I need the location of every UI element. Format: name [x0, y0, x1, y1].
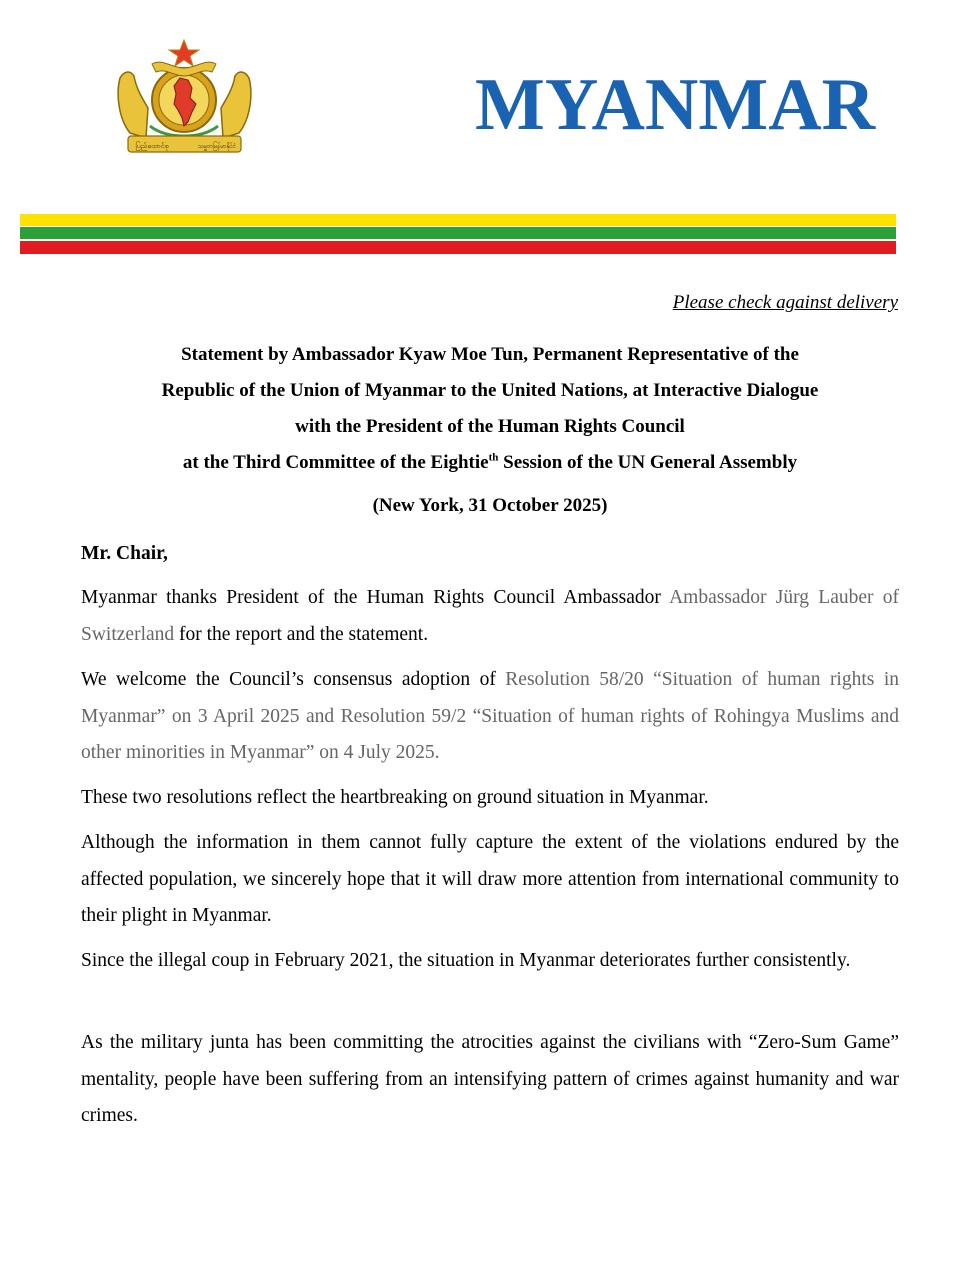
- flag-stripe-green: [20, 227, 896, 239]
- paragraph-3: These two resolutions reflect the heartbreaking on ground situation in Myanmar.: [81, 787, 709, 808]
- paragraph-1: Myanmar thanks President of the Human Rights Council Ambassador Ambassador Jürg Lauber of Switzerland for the report and the statement.: [81, 587, 899, 645]
- paragraph-5: Since the illegal coup in February 2021, the situation in Myanmar deteriorates further consistently.: [81, 950, 851, 971]
- emblem-banner-text-left: ပြည်ထောင်စု: [135, 142, 169, 150]
- emblem-lion-right: [221, 72, 251, 138]
- paragraph-4: Although the information in them cannot fully capture the extent of the violations endured by the affected population, we sincerely hope that it will draw more attention from international community to their plight in Myanmar.: [81, 832, 899, 926]
- country-title: MYANMAR: [475, 64, 876, 146]
- flag-stripe-red: [20, 241, 896, 254]
- emblem-lion-left: [118, 72, 148, 138]
- check-against-delivery: Please check against delivery: [672, 292, 898, 313]
- title-line-4: at the Third Committee of the Eightie$^{th}$ Session of the UN General Assembly: [182, 451, 798, 473]
- emblem-star: [169, 40, 199, 66]
- statement-title: [0, 337, 980, 481]
- state-emblem: [112, 38, 257, 156]
- flag-stripe-yellow: [20, 214, 896, 226]
- dateline: (New York, 31 October 2025): [372, 495, 608, 516]
- title-line-2: Republic of the Union of Myanmar to the United Nations, at Interactive Dialogue: [161, 380, 819, 401]
- paragraph-6: As the military junta has been committing the atrocities against the civilians with “Zero-Sum Game” mentality, people have been suffering from an intensifying pattern of crimes against humanity and war crimes.: [81, 1032, 899, 1126]
- flag-stripes: [20, 214, 896, 254]
- title-line-1: Statement by Ambassador Kyaw Moe Tun, Permanent Representative of the: [181, 344, 799, 365]
- paragraph-2: We welcome the Council’s consensus adoption of Resolution 58/20 “Situation of human rights in Myanmar” on 3 April 2025 and Resolution 59/2 “Situation of human rights of Rohingya Muslims and other minorities in Myanmar” on 4 July 2025.: [81, 669, 899, 763]
- emblem-banner-text-right: သမ္မတမြန်မာနိုင်ငံ: [197, 143, 237, 150]
- title-line-3: with the President of the Human Rights Council: [295, 416, 685, 437]
- salutation: Mr. Chair,: [81, 543, 168, 564]
